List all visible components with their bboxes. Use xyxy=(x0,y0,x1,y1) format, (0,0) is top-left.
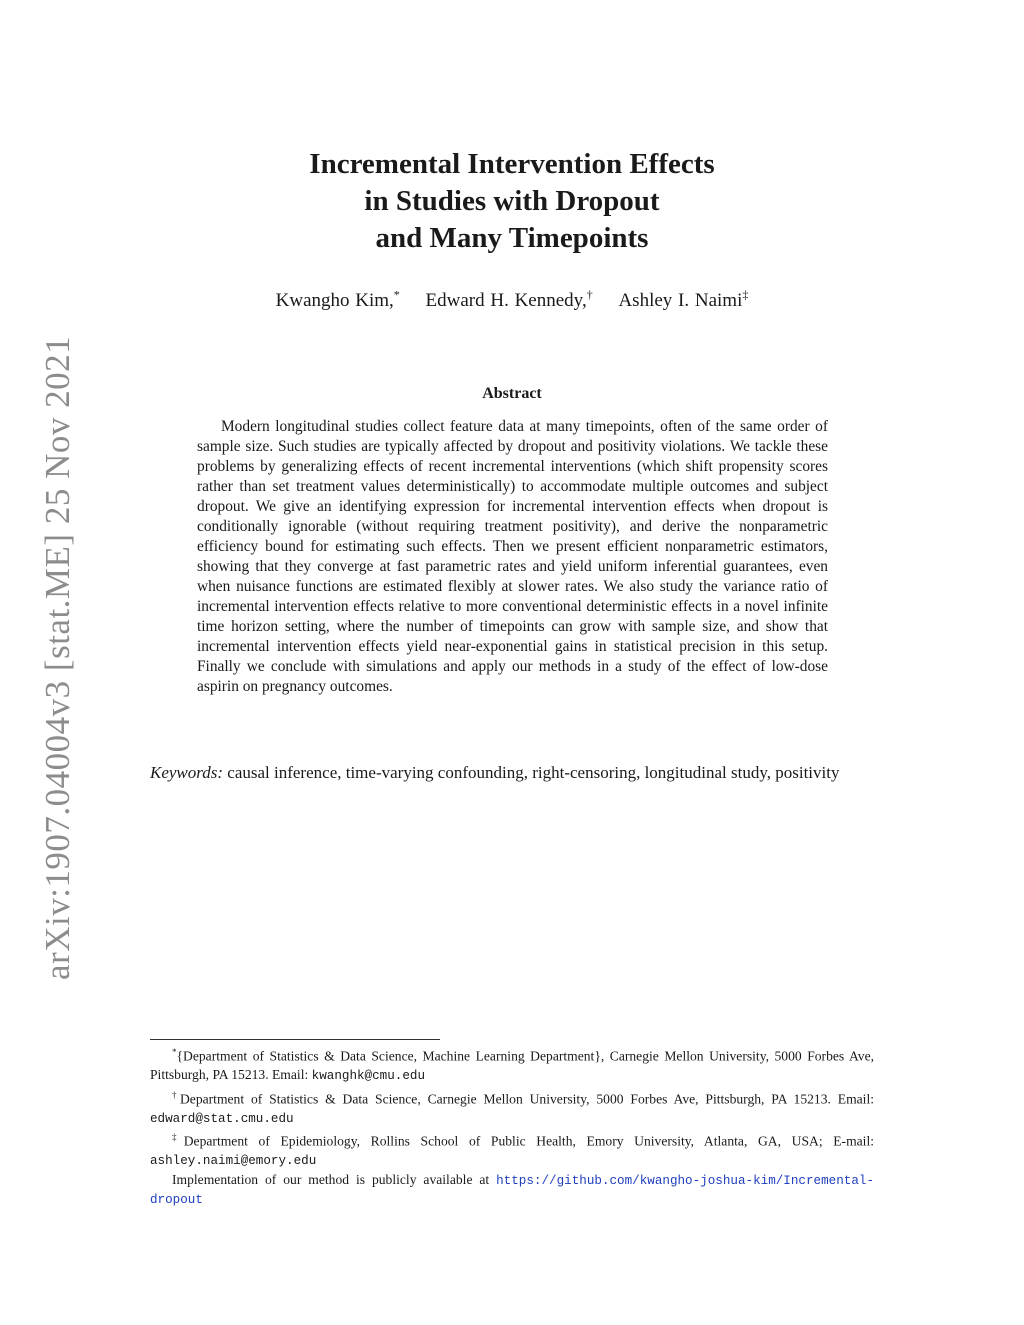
footnote-text: Department of Epidemiology, Rollins School of Public Health, Emory University, Atlanta, GA, USA; E-mail: xyxy=(183,1133,875,1149)
keywords-label: Keywords: xyxy=(150,763,224,782)
author-name: Kwangho Kim, xyxy=(275,290,394,312)
footnote-text: {Department of Statistics & Data Science, Machine Learning Department}, Carnegie Mellon University, 5000 Forbes Ave, Pittsburgh, PA 15213. Email: xyxy=(150,1048,874,1083)
keywords-text: causal inference, time-varying confounding, right-censoring, longitudinal study, positivity xyxy=(227,763,840,782)
footnote-3 xyxy=(150,1128,874,1171)
paper-title xyxy=(150,146,874,257)
author-footnote-mark[interactable]: † xyxy=(586,288,593,302)
email-link[interactable]: ashley.naimi@emory.edu xyxy=(150,1154,317,1169)
author-1 xyxy=(276,290,400,311)
footnote-text: Department of Statistics & Data Science, Carnegie Mellon University, 5000 Forbes Ave, Pittsburgh, PA 15213. Email: xyxy=(179,1091,875,1107)
author-2 xyxy=(426,290,593,311)
footnote-mark: ‡ xyxy=(172,1132,184,1143)
arxiv-identifier-stamp: arXiv:1907.04004v3 [stat.ME] 25 Nov 2021 xyxy=(38,335,77,980)
footnote-1 xyxy=(150,1043,874,1086)
author-footnote-mark[interactable]: * xyxy=(393,288,400,302)
title-line-1: Incremental Intervention Effects xyxy=(309,148,715,180)
footnote-divider xyxy=(150,1039,440,1040)
author-list xyxy=(150,288,874,312)
email-link[interactable]: kwanghk@cmu.edu xyxy=(311,1069,426,1084)
author-footnote-mark[interactable]: ‡ xyxy=(742,288,749,302)
abstract-heading: Abstract xyxy=(482,385,542,402)
email-link[interactable]: edward@stat.cmu.edu xyxy=(150,1111,294,1126)
keywords-section xyxy=(150,761,874,784)
footnote-mark: † xyxy=(172,1089,180,1100)
author-name: Edward H. Kennedy, xyxy=(425,290,587,312)
footnote-text: Implementation of our method is publicly available at xyxy=(172,1171,497,1187)
footnote-implementation xyxy=(150,1171,874,1210)
footnote-mark: * xyxy=(172,1047,177,1057)
author-name: Ashley I. Naimi xyxy=(618,290,743,312)
title-line-2: in Studies with Dropout xyxy=(364,185,660,217)
title-line-3: and Many Timepoints xyxy=(375,222,649,254)
footnotes xyxy=(150,1043,874,1210)
abstract-text: Modern longitudinal studies collect feature data at many timepoints, often of the same order of sample size. Such studies are typically affected by dropout and positivity violations. We tackle these problems by generalizing effects of recent incremental interventions (which shift propensity scores rather than set treatment values deterministically) to accommodate multiple outcomes and subject dropout. We give an identifying expression for incremental intervention effects when dropout is conditionally ignorable (without requiring treatment positivity), and derive the nonparametric efficiency bound for estimating such effects. Then we present efficient nonparametric estimators, showing that they converge at fast parametric rates and yield uniform inferential guarantees, even when nuisance functions are estimated flexibly at slower rates. We also study the variance ratio of incremental intervention effects relative to more conventional deterministic effects in a novel infinite time horizon setting, where the number of timepoints can grow with sample size, and show that incremental intervention effects yield near-exponential gains in statistical precision in this setup. Finally we conclude with simulations and apply our methods in a study of the effect of low-dose aspirin on pregnancy outcomes. xyxy=(197,418,828,695)
footnote-2 xyxy=(150,1086,874,1129)
github-link[interactable]: https://github.com/kwangho-joshua-kim/Incremental-dropout xyxy=(150,1173,874,1208)
author-3 xyxy=(618,290,748,311)
